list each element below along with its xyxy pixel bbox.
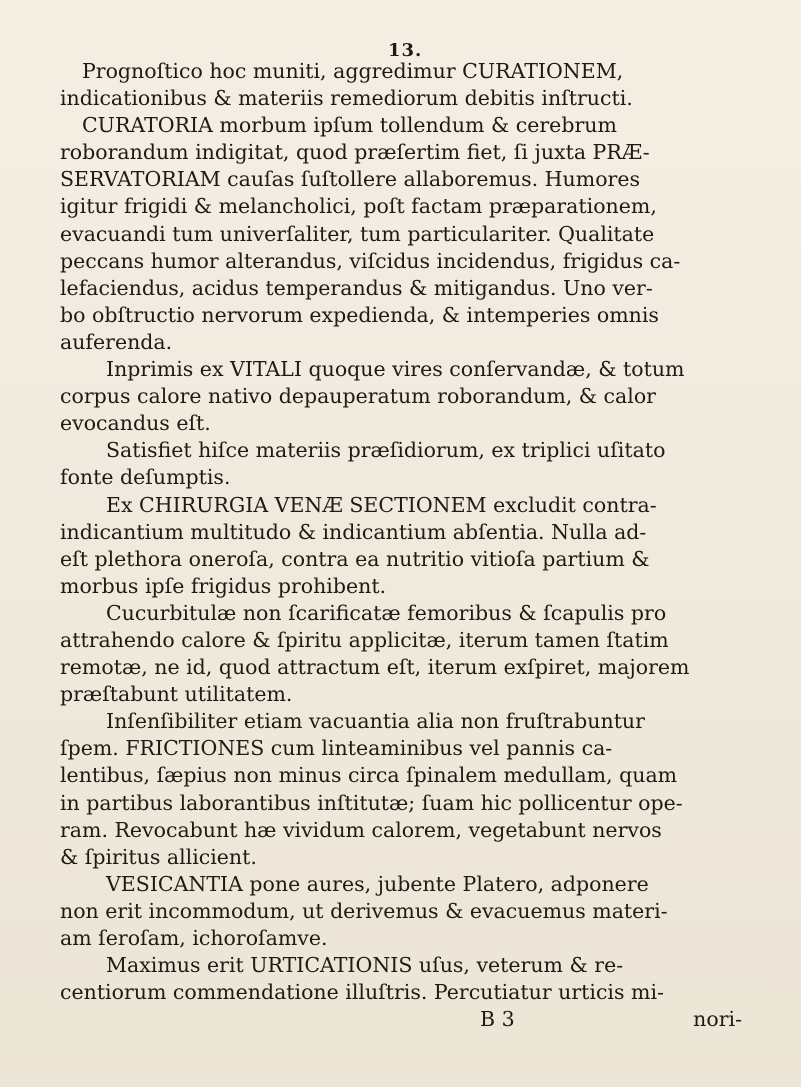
page-number: 13. [388, 40, 423, 61]
text-line: & ſpiritus allicient. [60, 844, 257, 869]
text-line: fonte deſumptis. [60, 465, 231, 490]
text-line: peccans humor alterandus, viſcidus incidendus, frigidus ca- [60, 248, 681, 273]
text-line: lentibus, ſæpius non minus circa ſpinalem medullam, quam [60, 763, 678, 788]
text-line: evacuandi tum univerſaliter, tum particulariter. Qualitate [60, 221, 655, 246]
text-line: lefaciendus, acidus temperandus & mitigandus. Uno ver- [60, 275, 653, 300]
text-line: Ex CHIRURGIA VENÆ SECTIONEM excludit contra- [106, 492, 657, 517]
text-line: corpus calore nativo depauperatum roborandum, & calor [60, 384, 656, 409]
text-line: Satisfiet hiſce materiis præſidiorum, ex triplici uſitato [106, 438, 666, 463]
text-line: Maximus erit URTICATIONIS uſus, veterum & re- [106, 953, 624, 978]
text-line: bo obſtructio nervorum expedienda, & intemperies omnis [60, 302, 659, 327]
text-line: igitur frigidi & melancholici, poſt factam præparationem, [60, 194, 657, 219]
text-line: morbus ipſe frigidus prohibent. [60, 573, 387, 598]
text-line: VESICANTIA pone aures, jubente Platero, adponere [106, 871, 649, 896]
text-line: centiorum commendatione illuſtris. Percutiatur urticis mi- [60, 980, 664, 1005]
text-line: Inprimis ex VITALI quoque vires conſervandæ, & totum [106, 357, 685, 382]
text-line: am ſeroſam, ichoroſamve. [60, 926, 328, 950]
text-line: præſtabunt utilitatem. [60, 682, 293, 707]
text-line: indicationibus & materiis remediorum debitis inſtructi. [60, 86, 633, 111]
text-line: roborandum indigitat, quod præſertim fiet, ſi juxta PRÆ- [60, 140, 650, 165]
text-line: eſt plethora oneroſa, contra ea nutritio vitioſa partium & [60, 546, 650, 571]
text-line: Prognoſtico hoc muniti, aggredimur CURATIONEM, [82, 59, 624, 83]
signature-mark: B 3 [480, 1007, 515, 1032]
text-line: attrahendo calore & ſpiritu applicitæ, iterum tamen ſtatim [60, 627, 669, 652]
text-line: remotæ, ne id, quod attractum eſt, iterum exſpiret, majorem [60, 655, 690, 680]
text-line: evocandus eſt. [60, 411, 211, 436]
catchword: nori- [693, 1007, 742, 1032]
text-line: non erit incommodum, ut derivemus & evacuemus materi- [60, 898, 668, 923]
text-line: indicantium multitudo & indicantium abſentia. Nulla ad- [60, 519, 647, 544]
signature-line [60, 1006, 768, 1033]
text-line: CURATORIA morbum ipſum tollendum & cerebrum [82, 113, 617, 138]
text-line: Cucurbitulæ non ſcarificatæ femoribus & ſcapulis pro [106, 600, 667, 625]
text-line: ſpem. FRICTIONES cum linteaminibus vel pannis ca- [60, 736, 613, 761]
text-line: in partibus laborantibus inſtitutæ; ſuam hic pollicentur ope- [60, 790, 683, 815]
text-line: SERVATORIAM cauſas ſuſtollere allaboremus. Humores [60, 167, 640, 192]
text-line: ram. Revocabunt hæ vividum calorem, vegetabunt nervos [60, 817, 662, 842]
text-line: auferenda. [60, 329, 173, 354]
body-text [60, 58, 768, 1033]
text-line: Inſenſibiliter etiam vacuantia alia non fruſtrabuntur [106, 709, 645, 734]
